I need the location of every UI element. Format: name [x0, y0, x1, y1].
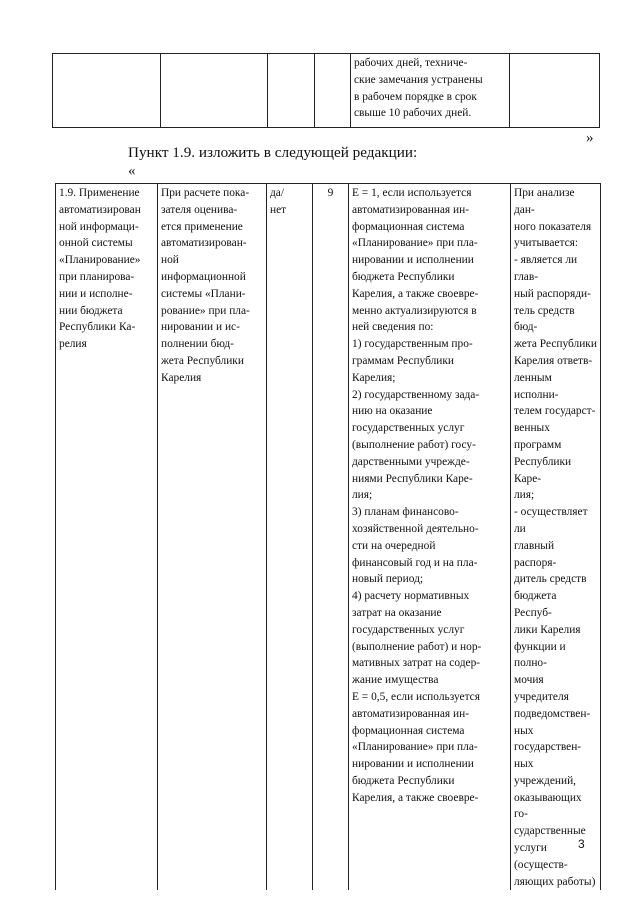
weight-cell: 9	[313, 184, 349, 891]
table-cell	[268, 54, 315, 128]
notes-cell: При анализе дан- ного показателя учитывается: - является ли глав- ный распоряди- тель средств бюд- жета Республики Карелия ответв- ленным исполни- телем государст- венных программ Республики Каре- лия; - осуществляет ли главный распоря- дитель средств бюджета Респуб- лики Карелия функции и полно- мочия учредителя подведомствен- ных государствен- ных учреждений, оказывающих го- сударственные услуги (осуществ- ляющих работы)	[511, 184, 601, 891]
unit-cell: да/ нет	[267, 184, 313, 891]
table-row	[56, 184, 601, 891]
opening-quote: «	[128, 163, 136, 179]
evaluation-rule-cell: Е = 1, если используется автоматизированная ин- формационная система «Планирование» при пла- нировании и исполнении бюджета Республики Карелия, а также своевре- менно актуализируются в ней сведения по: 1) государственным про- граммам Республики Карелия; 2) государственному зада- нию на оказание государственных услуг (выполнение работ) госу- дарственными учрежде- ниями Республики Каре- лия; 3) планам финансово- хозяйственной деятельно- сти на очередной финансовый год и на пла- новый период; 4) расчету нормативных затрат на оказание государственных услуг (выполнение работ) и нор- мативных затрат на содер- жание имущества Е = 0,5, если используется автоматизированная ин- формационная система «Планирование» при пла- нировании и исполнении бюджета Республики Карелия, а также своевре-	[349, 184, 511, 891]
section-heading: Пункт 1.9. изложить в следующей редакции:	[128, 144, 418, 161]
calculation-method-cell: При расчете пока- зателя оценива- ется применение автоматизирован- ной информационной системы «Плани- рование» при пла- нировании и ис- полнении бюд- жета Республики Карелия	[158, 184, 267, 891]
table-cell	[161, 54, 268, 128]
page-number: 3	[578, 837, 585, 851]
closing-quote: »	[586, 130, 594, 146]
table-cell	[510, 54, 600, 128]
indicator-table	[55, 183, 601, 890]
table-row	[53, 54, 600, 128]
previous-table-fragment	[52, 53, 600, 128]
indicator-name-cell: 1.9. Применение автоматизирован ной информаци- онной системы «Планирование» при планирова- нии и исполне- нии бюджета Республики Ка- релия	[56, 184, 158, 891]
table-cell-evaluation: рабочих дней, техниче- ские замечания устранены в рабочем порядке в срок свыше 10 рабочих дней.	[351, 54, 510, 128]
table-cell	[315, 54, 351, 128]
table-cell	[53, 54, 161, 128]
